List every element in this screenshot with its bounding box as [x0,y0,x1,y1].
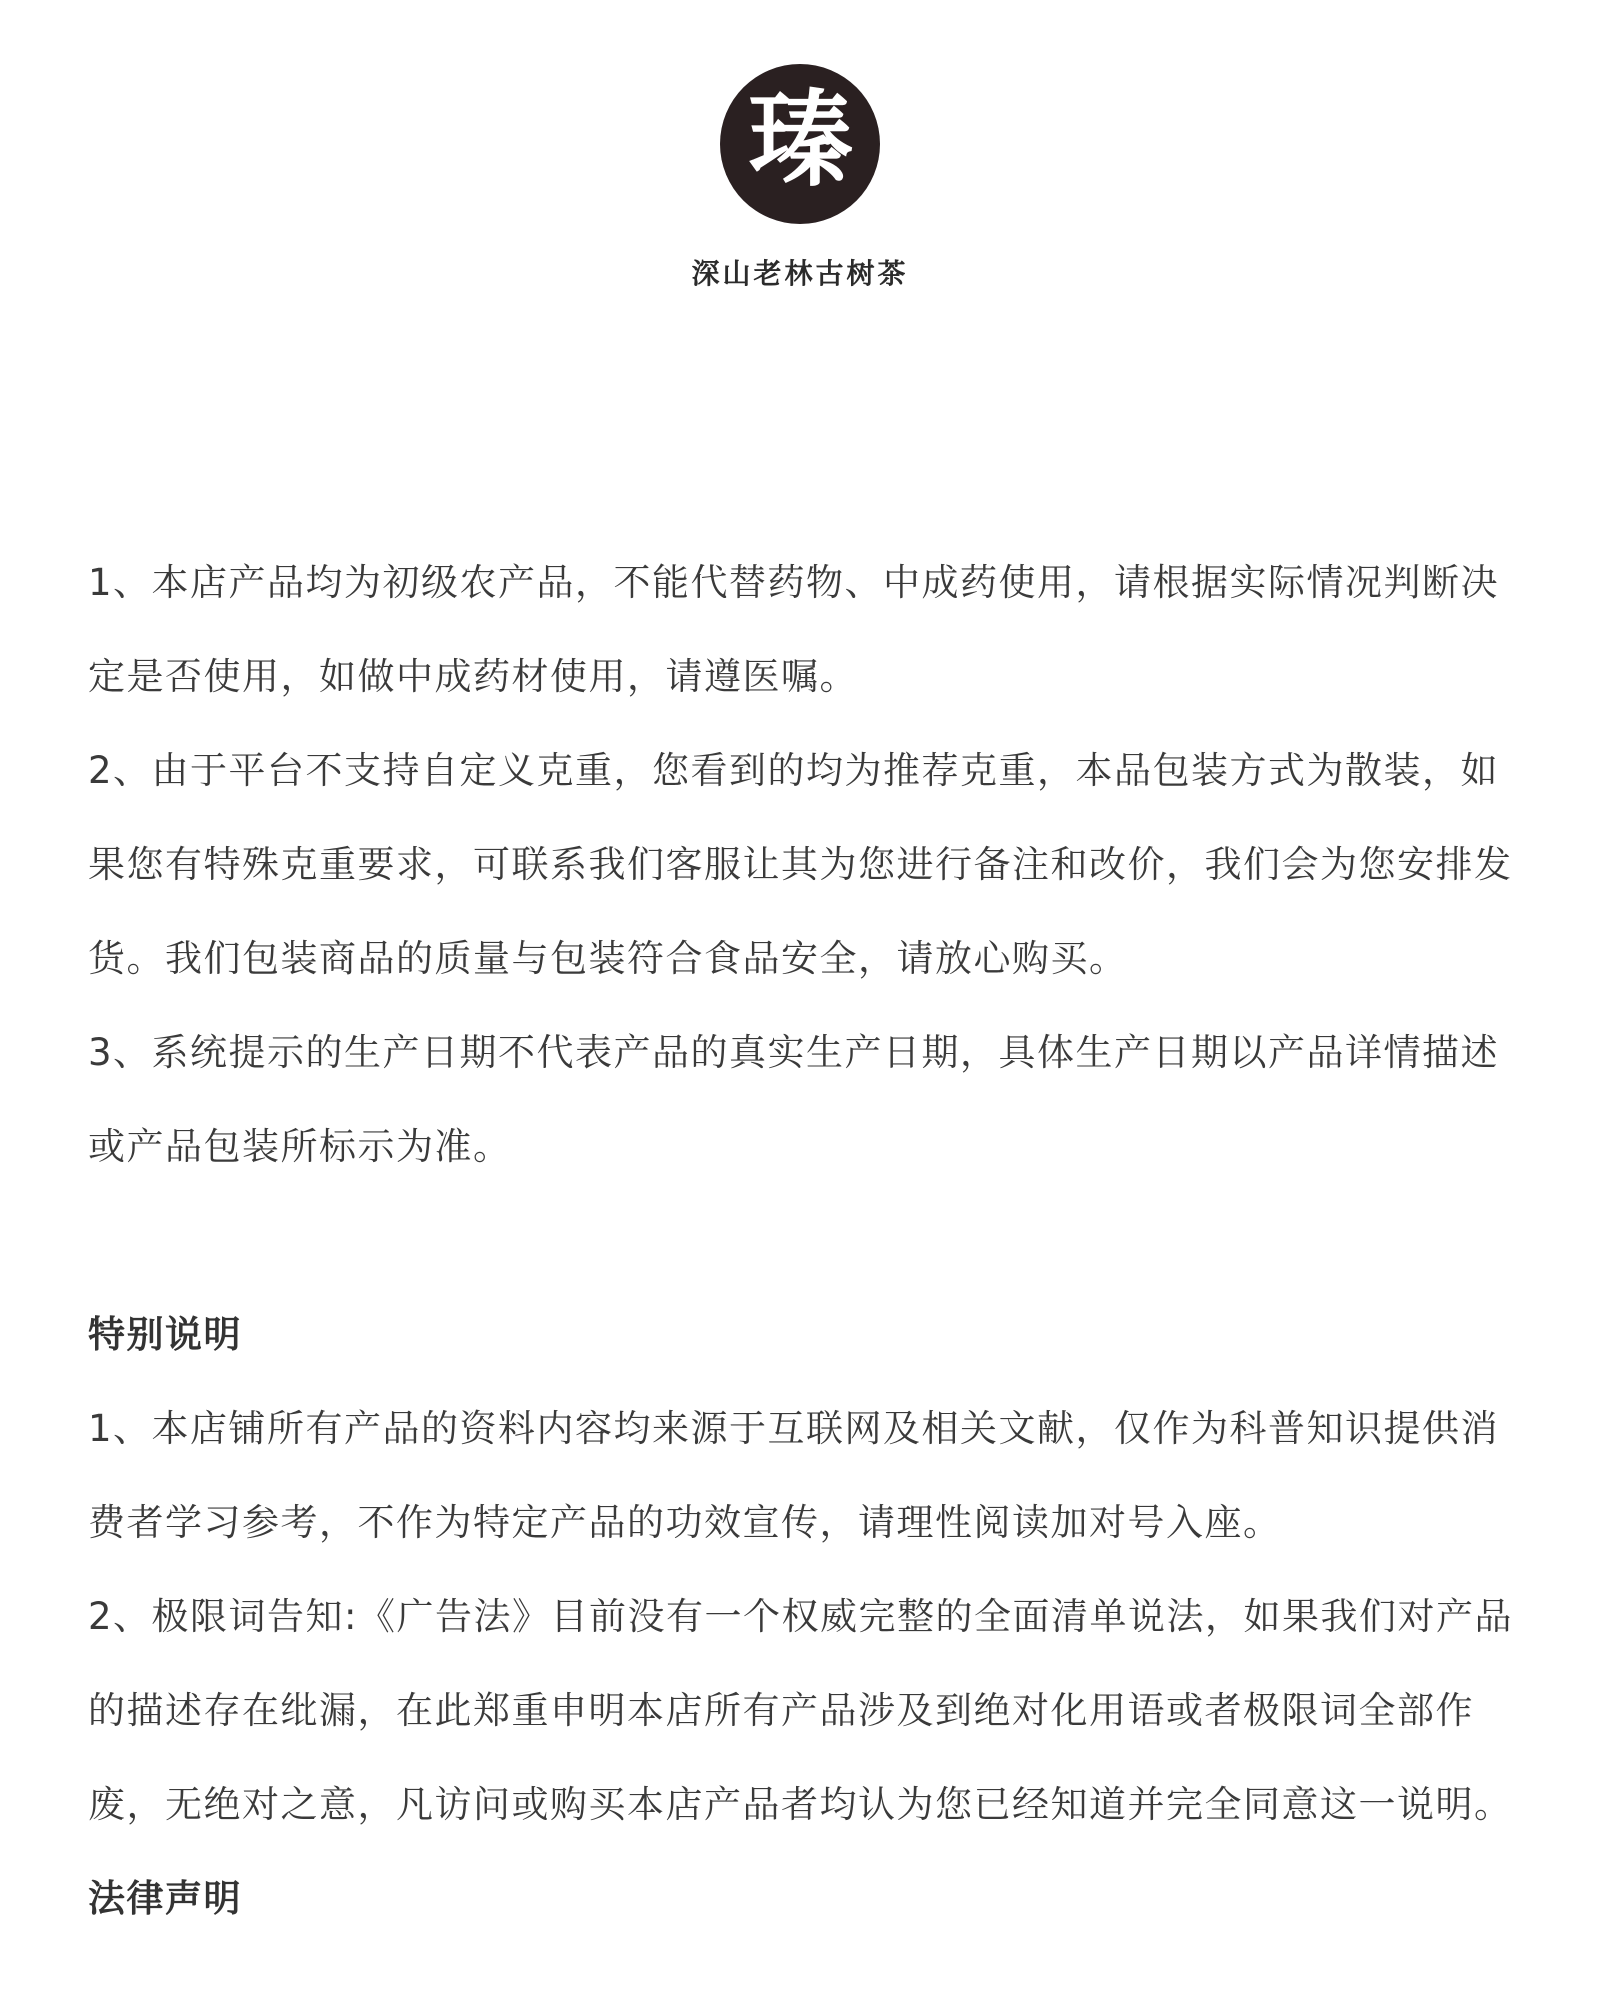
special-notice-heading: 特别说明 [88,1313,242,1356]
notice-content [88,536,1528,1946]
tea-logo-icon [720,64,880,224]
brand-header [0,64,1600,292]
special-item-2: 2、极限词告知:《广告法》目前没有一个权威完整的全面清单说法，如果我们对产品的描述存在纰漏，在此郑重申明本店所有产品涉及到绝对化用语或者极限词全部作废，无绝对之意，凡访问或购买本店产品者均认为您已经知道并完全同意这一说明。 [88,1595,1514,1826]
section-spacer [88,1194,1528,1288]
notice-item-2: 2、由于平台不支持自定义克重，您看到的均为推荐克重，本品包装方式为散装，如果您有特殊克重要求，可联系我们客服让其为您进行备注和改价，我们会为您安排发货。我们包装商品的质量与包装符合食品安全，请放心购买。 [88,749,1513,980]
special-item-1: 1、本店铺所有产品的资料内容均来源于互联网及相关文献，仅作为科普知识提供消费者学习参考，不作为特定产品的功效宣传，请理性阅读加对号入座。 [88,1407,1500,1544]
brand-name: 深山老林古树茶 [691,257,909,290]
notice-item-3: 3、系统提示的生产日期不代表产品的真实生产日期，具体生产日期以产品详情描述或产品包装所标示为准。 [88,1031,1500,1168]
legal-statement-heading: 法律声明 [88,1877,242,1920]
logo-character: 瑧 [747,78,852,201]
notice-item-1: 1、本店产品均为初级农产品，不能代替药物、中成药使用，请根据实际情况判断决定是否使用，如做中成药材使用，请遵医嘱。 [88,561,1500,698]
